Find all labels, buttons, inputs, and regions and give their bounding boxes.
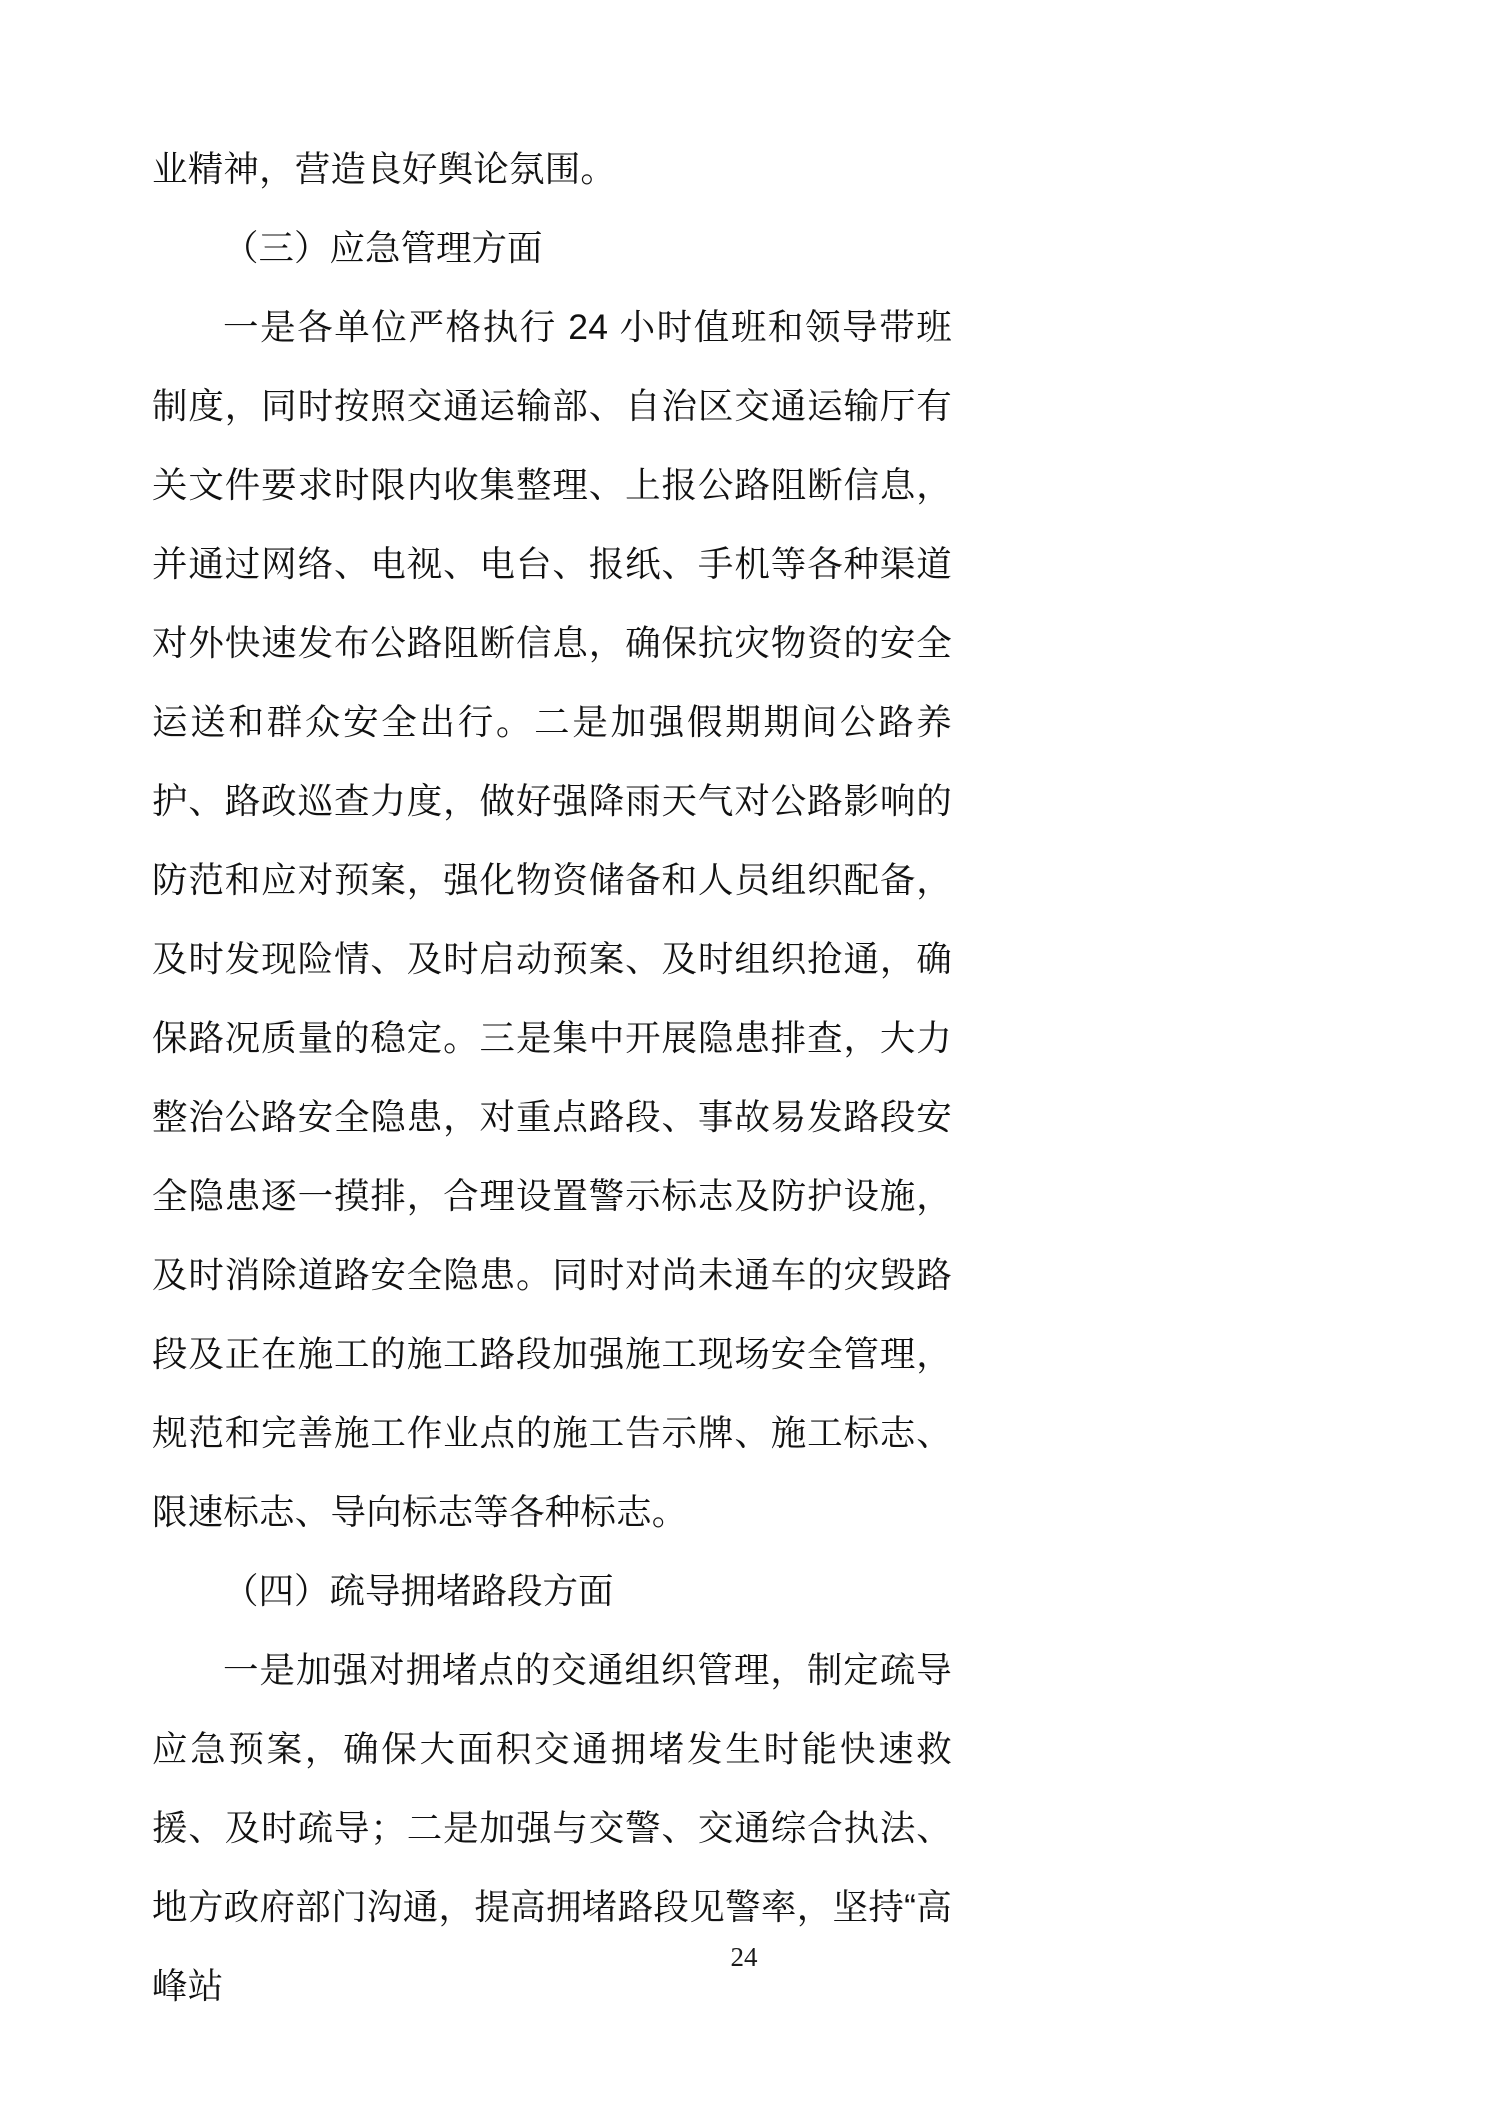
section-heading-three: （三）应急管理方面: [223, 228, 543, 268]
section-heading-four: （四）疏导拥堵路段方面: [223, 1571, 614, 1611]
paragraph-continued-top: 业精神，营造良好舆论氛围。: [152, 149, 617, 189]
paragraph-emergency-management: 一是各单位严格执行 24 小时值班和领导带班制度，同时按照交通运输部、自治区交通运输厅有关文件要求时限内收集整理、上报公路阻断信息，并通过网络、电视、电台、报纸、手机等各种渠道对外快速发布公路阻断信息，确保抗灾物资的安全运送和群众安全出行。二是加强假期期间公路养护、路政巡查力度，做好强降雨天气对公路影响的防范和应对预案，强化物资储备和人员组织配备，及时发现险情、及时启动预案、及时组织抢通，确保路况质量的稳定。三是集中开展隐患排查，大力整治公路安全隐患，对重点路段、事故易发路段安全隐患逐一摸排，合理设置警示标志及防护设施，及时消除道路安全隐患。同时对尚未通车的灾毁路段及正在施工的施工路段加强施工现场安全管理，规范和完善施工作业点的施工告示牌、施工标志、限速标志、导向标志等各种标志。: [152, 307, 952, 1532]
page-number: 24: [730, 1942, 758, 1972]
paragraph-congestion-relief: 一是加强对拥堵点的交通组织管理，制定疏导应急预案，确保大面积交通拥堵发生时能快速救援、及时疏导；二是加强与交警、交通综合执法、地方政府部门沟通，提高拥堵路段见警率，坚持“高峰站: [152, 1650, 952, 2006]
text-column: [152, 130, 952, 2026]
